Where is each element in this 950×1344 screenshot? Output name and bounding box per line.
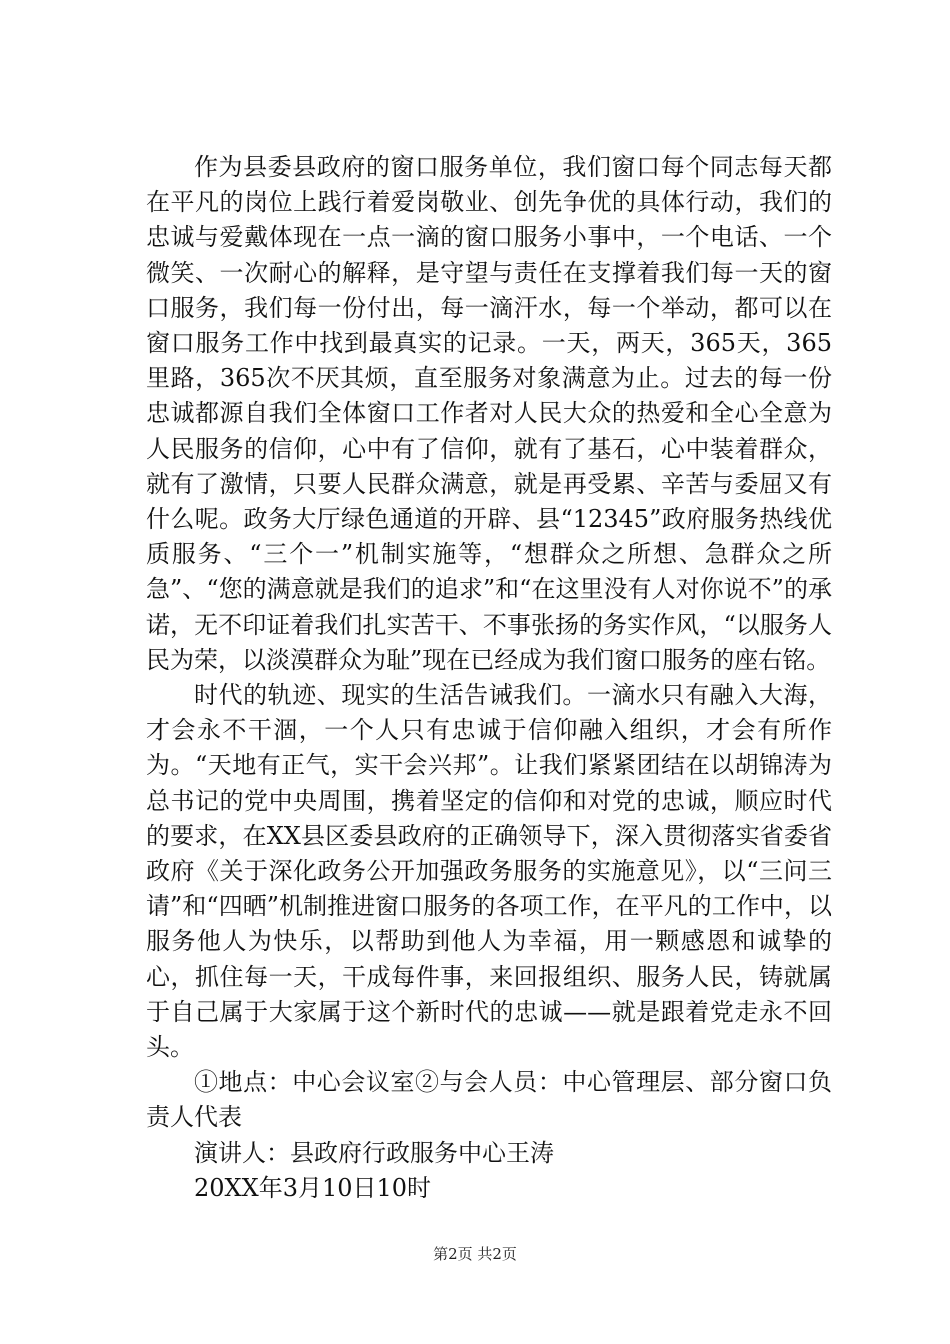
speaker-line: 演讲人：县政府行政服务中心王涛	[194, 1138, 554, 1167]
paragraph-meeting-info: ①地点：中心会议室②与会人员：中心管理层、部分窗口负责人代表	[146, 1068, 832, 1132]
page-footer: 第2页 共2页	[433, 1245, 517, 1263]
paragraph-service-loyalty: 作为县委县政府的窗口服务单位，我们窗口每个同志每天都在平凡的岗位上践行着爱岗敬业、创先争优的具体行动，我们的忠诚与爱戴体现在一点一滴的窗口服务小事中，一个电话、一个微笑、一次耐心的解释，是守望与责任在支撑着我们每一天的窗口服务，我们每一份付出，每一滴汗水，每一个举动，都可以在窗口服务工作中找到最真实的记录。一天，两天，365天，365里路，365次不厌其烦，直至服务对象满意为止。过去的每一份忠诚都源自我们全体窗口工作者对人民大众的热爱和全心全意为人民服务的信仰，心中有了信仰，就有了基石，心中装着群众，就有了激情，只要人民群众满意，就是再受累、辛苦与委屈又有什么呢。政务大厅绿色通道的开辟、县“12345”政府服务热线优质服务、“三个一”机制实施等，“想群众之所想、急群众之所急”、“您的满意就是我们的追求”和“在这里没有人对你说不”的承诺，无不印证着我们扎实苦干、不事张扬的务实作风，“以服务人民为荣，以淡漠群众为耻”现在已经成为我们窗口服务的座右铭。	[146, 153, 832, 674]
document-body	[146, 150, 832, 1206]
datetime-line: 20XX年3月10日10时	[194, 1173, 432, 1202]
paragraph-era-call: 时代的轨迹、现实的生活告诫我们。一滴水只有融入大海，才会永不干涸，一个人只有忠诚于信仰融入组织，才会有所作为。“天地有正气，实干会兴邦”。让我们紧紧团结在以胡锦涛为总书记的党中央周围，携着坚定的信仰和对党的忠诚，顺应时代的要求，在XX县区委县政府的正确领导下，深入贯彻落实省委省政府《关于深化政务公开加强政务服务的实施意见》，以“三问三请”和“四晒”机制推进窗口服务的各项工作，在平凡的工作中，以服务他人为快乐，以帮助到他人为幸福，用一颗感恩和诚挚的心，抓住每一天，干成每件事，来回报组织、服务人民，铸就属于自己属于大家属于这个新时代的忠诚——就是跟着党走永不回头。	[146, 681, 832, 1062]
